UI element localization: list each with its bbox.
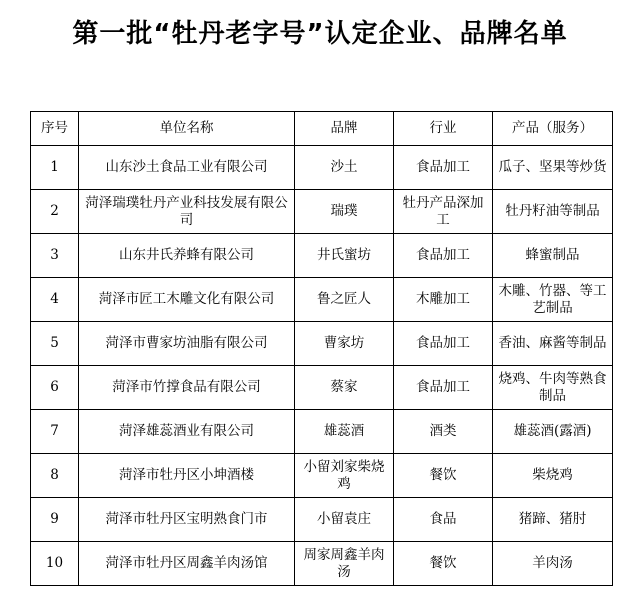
header-index: 序号 xyxy=(31,112,79,146)
cell-products: 香油、麻酱等制品 xyxy=(493,322,613,366)
cell-brand: 瑞璞 xyxy=(295,190,394,234)
cell-products: 猪蹄、猪肘 xyxy=(493,498,613,542)
cell-brand: 蔡家 xyxy=(295,366,394,410)
cell-industry: 食品加工 xyxy=(394,366,493,410)
cell-industry: 食品加工 xyxy=(394,234,493,278)
cell-products: 羊肉汤 xyxy=(493,542,613,586)
header-industry: 行业 xyxy=(394,112,493,146)
table-row xyxy=(31,190,613,234)
table-row xyxy=(31,454,613,498)
table-row xyxy=(31,542,613,586)
table-row xyxy=(31,366,613,410)
header-products: 产品（服务） xyxy=(493,112,613,146)
cell-company-name: 菏泽瑞璞牡丹产业科技发展有限公司 xyxy=(79,190,295,234)
table-row xyxy=(31,410,613,454)
cell-brand: 小留刘家柴烧鸡 xyxy=(295,454,394,498)
cell-company-name: 菏泽市竹撑食品有限公司 xyxy=(79,366,295,410)
table-row xyxy=(31,278,613,322)
cell-company-name: 菏泽市牡丹区宝明熟食门市 xyxy=(79,498,295,542)
cell-industry: 食品加工 xyxy=(394,146,493,190)
cell-brand: 沙土 xyxy=(295,146,394,190)
cell-company-name: 菏泽市曹家坊油脂有限公司 xyxy=(79,322,295,366)
cell-company-name: 菏泽市牡丹区小坤酒楼 xyxy=(79,454,295,498)
cell-index: 7 xyxy=(31,410,79,454)
cell-index: 10 xyxy=(31,542,79,586)
cell-company-name: 菏泽市牡丹区周鑫羊肉汤馆 xyxy=(79,542,295,586)
cell-industry: 食品加工 xyxy=(394,322,493,366)
table-header-row xyxy=(31,112,613,146)
cell-brand: 鲁之匠人 xyxy=(295,278,394,322)
cell-index: 6 xyxy=(31,366,79,410)
cell-products: 柴烧鸡 xyxy=(493,454,613,498)
cell-industry: 酒类 xyxy=(394,410,493,454)
cell-brand: 曹家坊 xyxy=(295,322,394,366)
cell-industry: 餐饮 xyxy=(394,454,493,498)
enterprise-brand-table xyxy=(30,111,613,586)
cell-products: 雄蕊酒(露酒) xyxy=(493,410,613,454)
cell-products: 烧鸡、牛肉等熟食制品 xyxy=(493,366,613,410)
cell-index: 5 xyxy=(31,322,79,366)
cell-products: 牡丹籽油等制品 xyxy=(493,190,613,234)
cell-company-name: 山东井氏养蜂有限公司 xyxy=(79,234,295,278)
cell-company-name: 菏泽雄蕊酒业有限公司 xyxy=(79,410,295,454)
cell-company-name: 山东沙土食品工业有限公司 xyxy=(79,146,295,190)
cell-index: 8 xyxy=(31,454,79,498)
cell-brand: 周家周鑫羊肉汤 xyxy=(295,542,394,586)
cell-brand: 小留袁庄 xyxy=(295,498,394,542)
cell-products: 瓜子、坚果等炒货 xyxy=(493,146,613,190)
cell-industry: 餐饮 xyxy=(394,542,493,586)
table-row xyxy=(31,322,613,366)
cell-company-name: 菏泽市匠工木雕文化有限公司 xyxy=(79,278,295,322)
header-company-name: 单位名称 xyxy=(79,112,295,146)
table-row xyxy=(31,498,613,542)
cell-index: 2 xyxy=(31,190,79,234)
cell-industry: 木雕加工 xyxy=(394,278,493,322)
cell-brand: 雄蕊酒 xyxy=(295,410,394,454)
cell-index: 1 xyxy=(31,146,79,190)
cell-industry: 食品 xyxy=(394,498,493,542)
cell-products: 蜂蜜制品 xyxy=(493,234,613,278)
table-row xyxy=(31,146,613,190)
cell-index: 4 xyxy=(31,278,79,322)
document-title: 第一批“牡丹老字号”认定企业、品牌名单 xyxy=(72,19,568,49)
cell-index: 9 xyxy=(31,498,79,542)
cell-products: 木雕、竹器、等工艺制品 xyxy=(493,278,613,322)
header-brand: 品牌 xyxy=(295,112,394,146)
cell-index: 3 xyxy=(31,234,79,278)
table-row xyxy=(31,234,613,278)
cell-industry: 牡丹产品深加工 xyxy=(394,190,493,234)
cell-brand: 井氏蜜坊 xyxy=(295,234,394,278)
